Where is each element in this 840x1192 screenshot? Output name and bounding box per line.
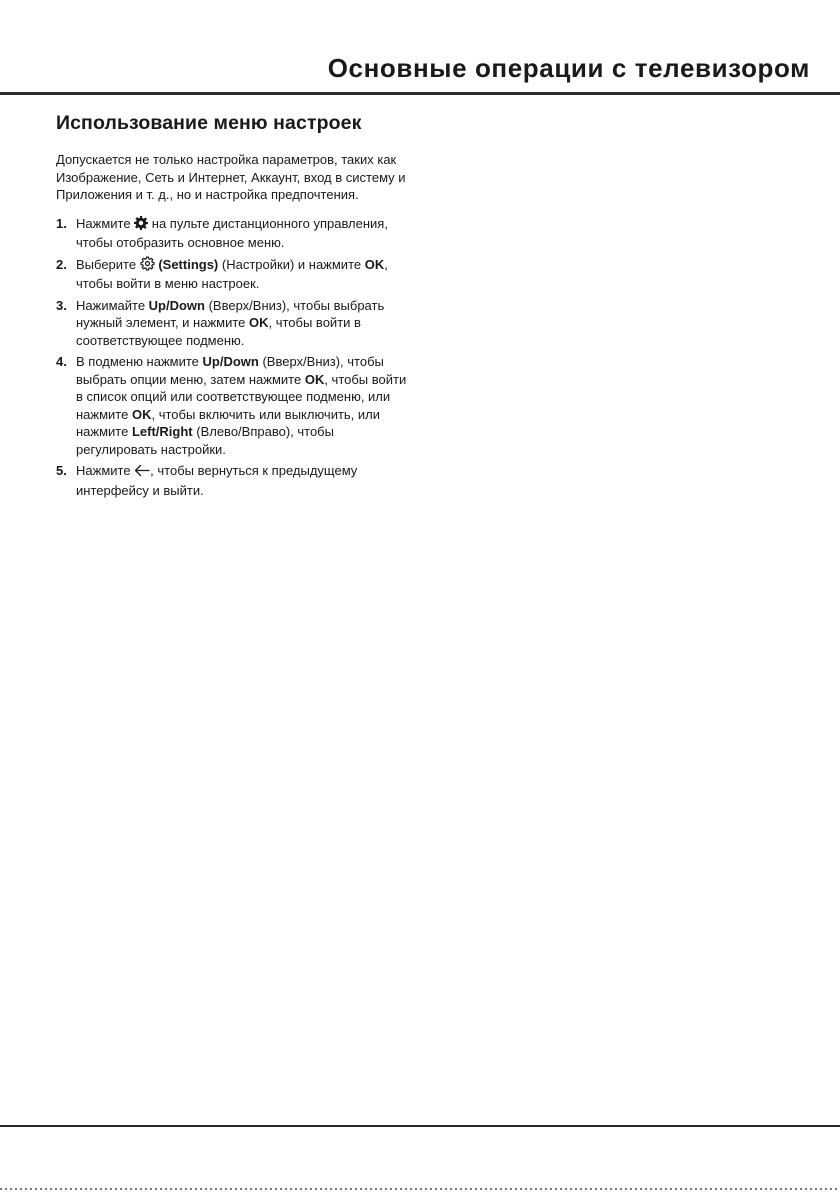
intro-paragraph: Допускается не только настройка параметров, таких как Изображение, Сеть и Интернет, Аккаунт, вход в систему и Приложения и т. д., но и настройка предпочтения. bbox=[56, 152, 406, 202]
step-4: 4. В подменю нажмите Up/Down (Вверх/Вниз), чтобы выбрать опции меню, затем нажмите OK, чтобы войти в список опций или соответствующее подменю, или нажмите OK, чтобы включить или выключить, или нажмите Left/Right (Влево/Вправо), чтобы регулировать настройки. bbox=[56, 354, 407, 457]
step-2: 2. Выберите (Settings) (Настройки) и нажмите OK, чтобы войти в меню настроек. bbox=[56, 256, 388, 291]
header-rule bbox=[0, 92, 840, 95]
footer-rule bbox=[0, 1125, 840, 1127]
step-number: 3. bbox=[56, 297, 67, 313]
back-arrow-icon bbox=[134, 464, 150, 482]
step-number: 5. bbox=[56, 463, 67, 478]
page-edge-dots bbox=[0, 1188, 840, 1190]
step-3: 3. Нажимайте Up/Down (Вверх/Вниз), чтобы выбрать нужный элемент, и нажмите OK, чтобы войти в соответствующее подменю. bbox=[56, 297, 385, 348]
section-content bbox=[56, 112, 412, 499]
step-number: 4. bbox=[56, 354, 67, 369]
settings-gear-outline-icon bbox=[140, 256, 155, 276]
gear-solid-icon bbox=[134, 216, 148, 235]
step-1: 1. Нажмите на пульте дистанционного управления, чтобы отобразить основное меню. bbox=[56, 215, 388, 250]
step-number: 2. bbox=[56, 256, 67, 272]
step-number: 1. bbox=[56, 215, 67, 231]
steps-list bbox=[56, 215, 412, 500]
section-heading: Использование меню настроек bbox=[56, 112, 362, 134]
step-5: 5. Нажмите , чтобы вернуться к предыдущему интерфейсу и выйти. bbox=[56, 463, 358, 498]
chapter-title: Основные операции с телевизором bbox=[327, 53, 810, 83]
